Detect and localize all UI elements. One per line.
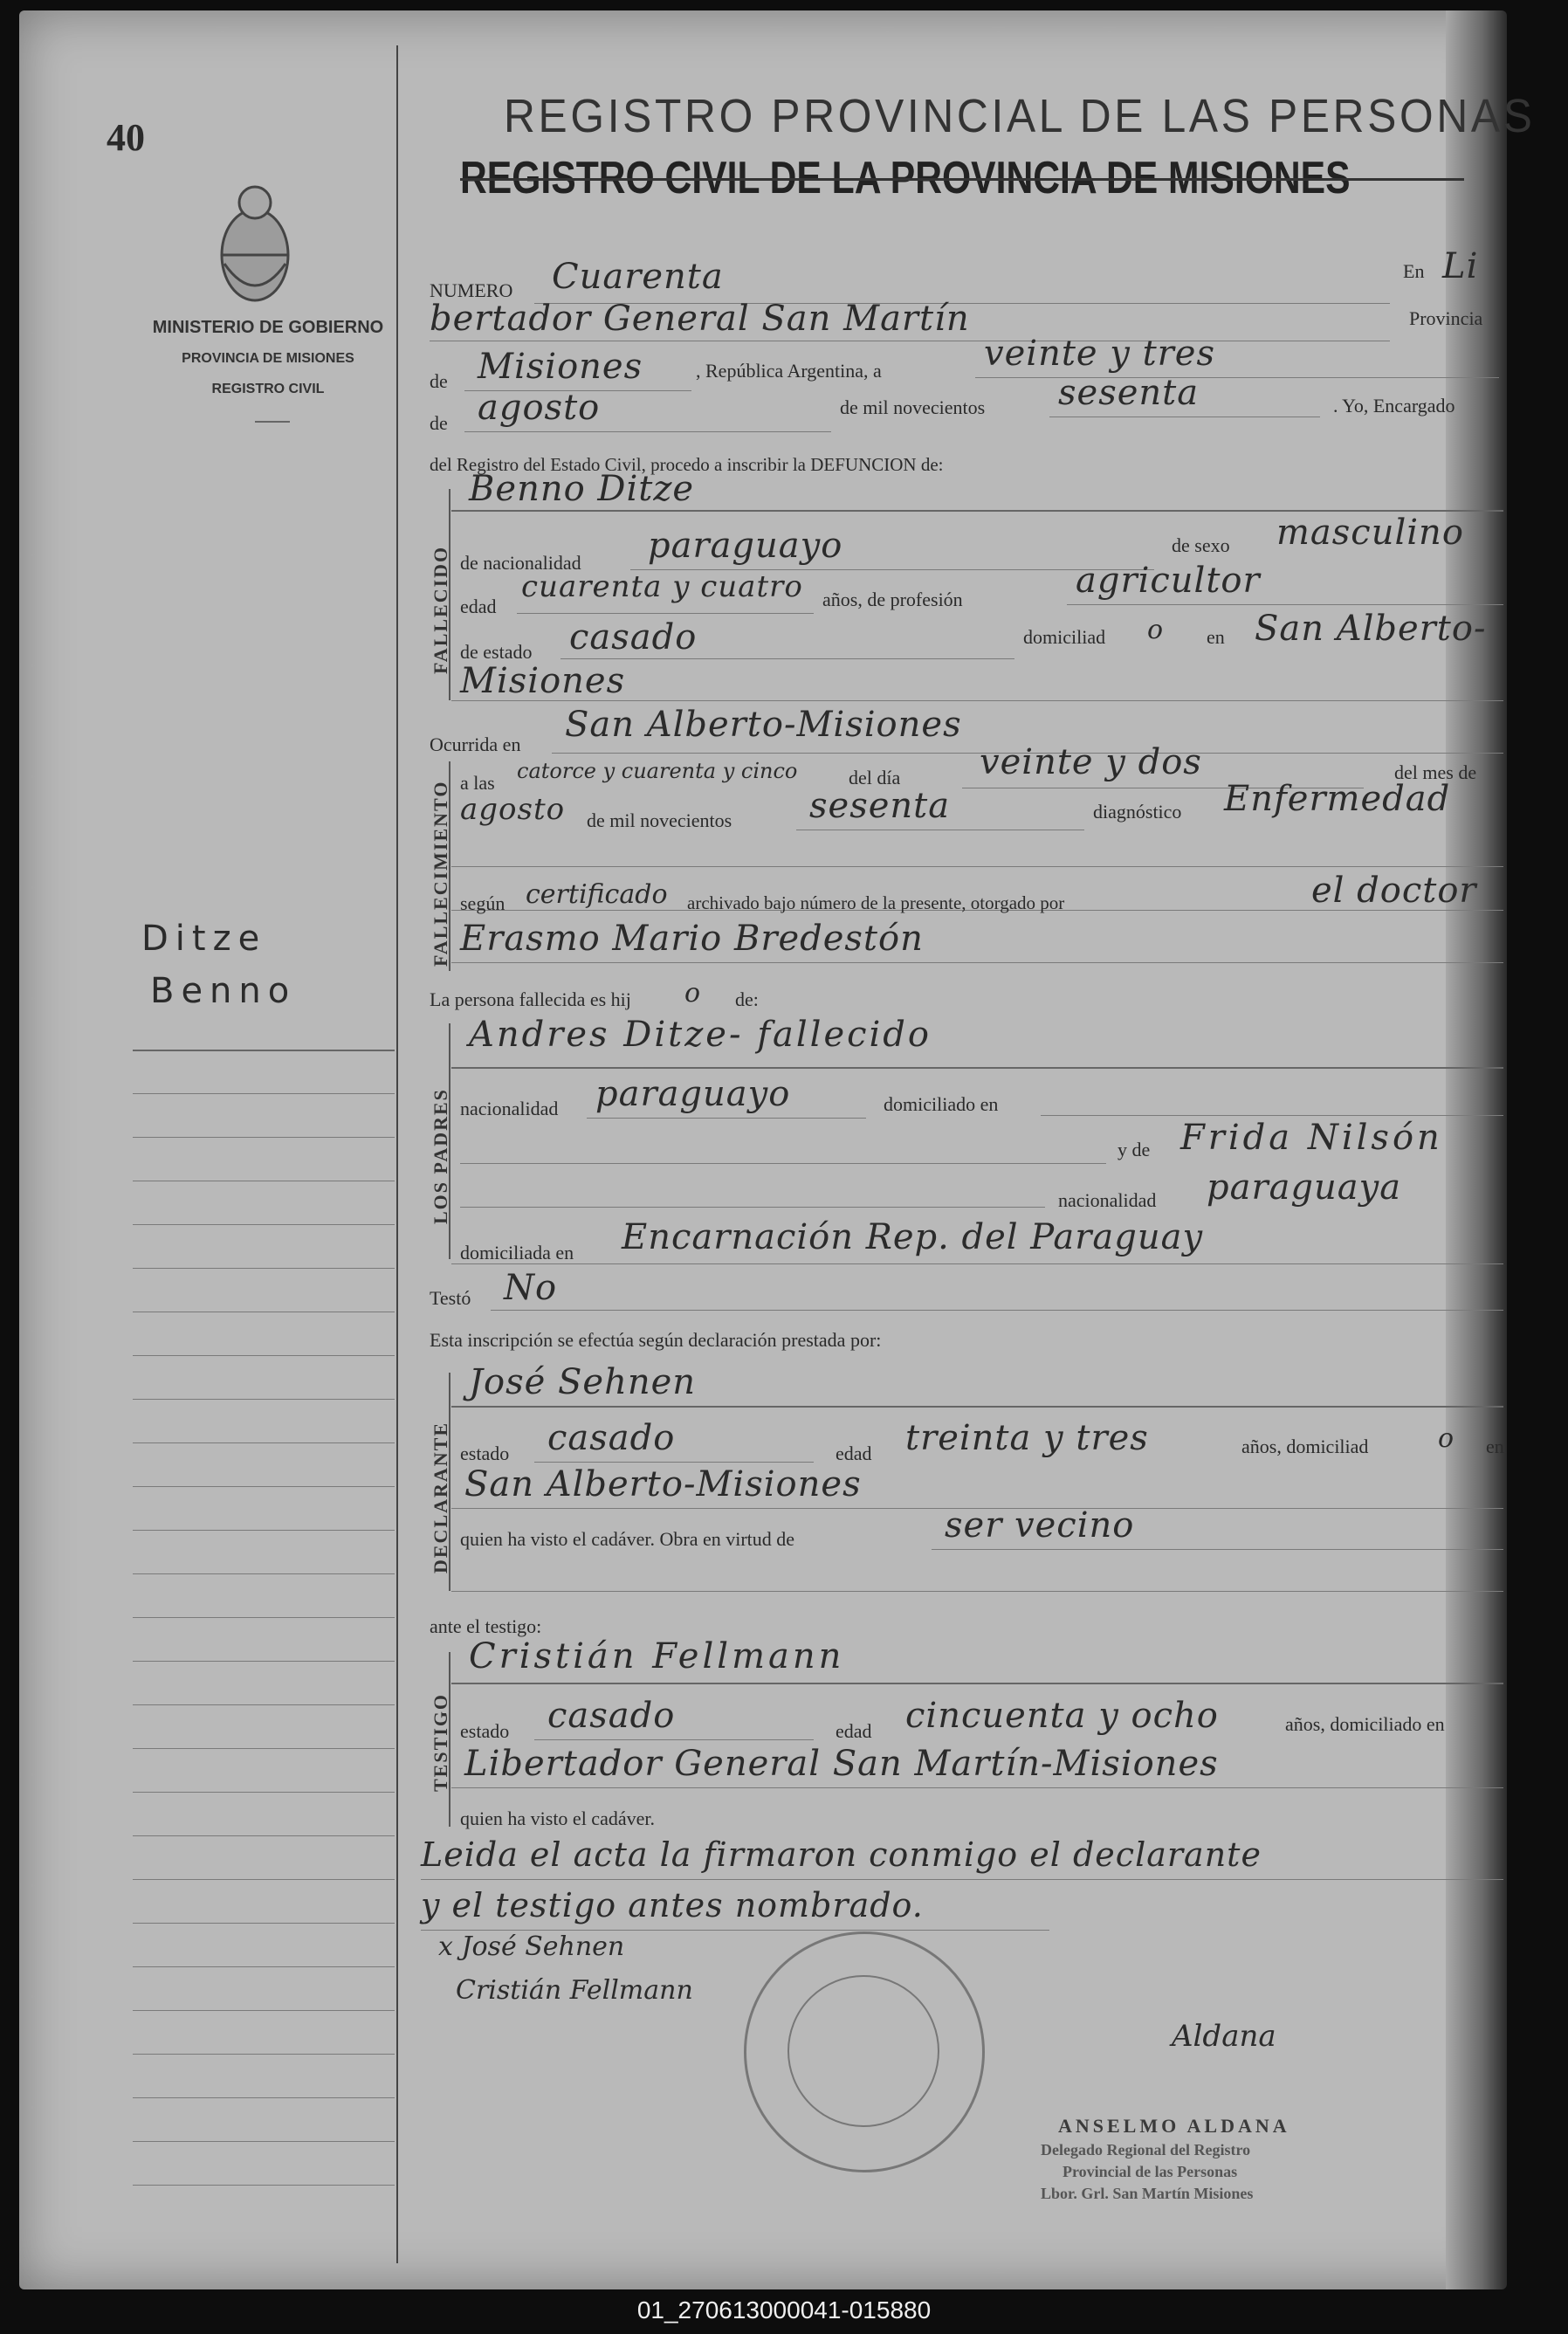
sexo-label: de sexo [1172, 534, 1230, 556]
estado-label: de estado [460, 641, 533, 663]
declaracion-label: Esta inscripción se efectúa según declaración prestada por: [430, 1329, 882, 1351]
madre-domicilio: Encarnación Rep. del Paraguay [622, 1217, 1204, 1257]
edad-value: cuarenta y cuatro [521, 569, 803, 604]
ministry-line3: REGISTRO CIVIL [211, 382, 325, 396]
book-spine [1446, 10, 1507, 2289]
madre-nacionalidad: paraguaya [1207, 1167, 1402, 1208]
yo-label: . Yo, Encargado [1333, 395, 1455, 417]
place-part1: Li [1442, 246, 1479, 286]
padre-domiciliado-label: domiciliado en [884, 1093, 999, 1115]
mil-label: de mil novecientos [840, 396, 986, 418]
diagnostico-label: diagnóstico [1093, 801, 1182, 823]
stamp-line1: Delegado Regional del Registro [1041, 2141, 1251, 2158]
statement-label: del Registro del Estado Civil, procedo a inscribir la DEFUNCION de: [430, 454, 944, 475]
y-de-label: y de [1118, 1139, 1151, 1160]
testigo-estado: casado [547, 1696, 676, 1736]
stamp-line2: Provincial de las Personas [1063, 2163, 1238, 2180]
declarante-domicilio: San Alberto-Misiones [464, 1464, 862, 1504]
margin-surname: Ditze [141, 919, 267, 959]
testo-label: Testó [430, 1287, 471, 1309]
del-dia-label: del día [849, 767, 901, 788]
estado-value: casado [569, 617, 698, 658]
declarante-anos-label: años, domiciliad [1241, 1436, 1369, 1457]
declarante-name: José Sehnen [469, 1362, 697, 1402]
mil2-label: de mil novecientos [587, 809, 732, 831]
mes-value: agosto [460, 792, 566, 827]
ministry-line2: PROVINCIA DE MISIONES [182, 351, 354, 366]
closing-line1: Leida el acta la firmaron conmigo el declarante [421, 1835, 1262, 1874]
otorgado-value1: el doctor [1311, 871, 1477, 911]
ministry-line1: MINISTERIO DE GOBIERNO [152, 318, 384, 337]
en-label: En [1403, 260, 1425, 282]
margin-note-rule [133, 1050, 395, 1051]
domicilio-en-label: en [1207, 626, 1225, 648]
domiciliad-suffix: o [1147, 615, 1164, 645]
anio-value: sesenta [809, 786, 951, 826]
declarante-estado: casado [547, 1418, 676, 1458]
de-label: de [430, 370, 448, 392]
declarante-domiciliad-suffix: o [1438, 1423, 1455, 1454]
testigo-domicilio: Libertador General San Martín-Misiones [464, 1744, 1219, 1784]
padre-value: Andres Ditze- fallecido [469, 1015, 932, 1055]
official-signature: Aldana [1172, 2019, 1276, 2054]
province-value: Misiones [478, 347, 643, 387]
closing-line2: y el testigo antes nombrado. [421, 1886, 924, 1924]
day-value: veinte y tres [984, 334, 1215, 374]
testigo-edad: cincuenta y ocho [905, 1696, 1219, 1736]
padre-nacionalidad-label: nacionalidad [460, 1098, 559, 1119]
ocurrida-label: Ocurrida en [430, 733, 521, 755]
declarante-signature: x José Sehnen [438, 1931, 625, 1962]
de2-label: de [430, 412, 448, 434]
domicilio-value1: San Alberto- [1255, 609, 1487, 649]
dia-value: veinte y dos [980, 742, 1202, 782]
edad-label: edad [460, 596, 497, 617]
a-las-label: a las [460, 772, 495, 794]
nacionalidad-value: paraguayo [648, 526, 843, 566]
testigo-name: Cristián Fellmann [469, 1636, 845, 1676]
republica-label: , República Argentina, a [696, 360, 882, 382]
anos-profesion-label: años, de profesión [822, 589, 963, 610]
title-strikethrough [460, 178, 1464, 181]
numero-label: NUMERO [430, 279, 513, 301]
struck-registry-title: REGISTRO CIVIL DE LA PROVINCIA DE MISIONES [460, 153, 1351, 203]
diagnostico-value: Enfermedad [1224, 779, 1451, 819]
testigo-edad-label: edad [836, 1720, 872, 1742]
madre-value: Frida Nilsón [1180, 1118, 1443, 1158]
hora-value: catorce y cuarenta y cinco [517, 759, 798, 783]
hijo-de-label: de: [735, 988, 759, 1010]
declarante-section-label: DECLARANTE [430, 1421, 451, 1573]
profesion-value: agricultor [1076, 561, 1261, 601]
ocurrida-value: San Alberto-Misiones [565, 705, 962, 745]
certificado-value: certificado [526, 879, 668, 910]
madre-domiciliada-label: domiciliada en [460, 1242, 574, 1263]
fallecimiento-section-label: FALLECIMIENTO [430, 780, 451, 967]
stamp-name: ANSELMO ALDANA [1058, 2115, 1290, 2137]
month-value: agosto [478, 388, 601, 428]
testigo-visto-label: quien ha visto el cadáver. [460, 1807, 655, 1829]
stamp-line3: Lbor. Grl. San Martín Misiones [1041, 2185, 1254, 2202]
margin-name: Benno [150, 971, 297, 1011]
domicilio-value2: Misiones [460, 661, 626, 701]
column-divider [396, 45, 398, 2263]
testigo-section-label: TESTIGO [430, 1692, 451, 1792]
registry-title: REGISTRO PROVINCIAL DE LAS PERSONAS [504, 90, 1536, 142]
padre-nacionalidad: paraguayo [595, 1074, 791, 1114]
del-mes-label: del mes de [1394, 761, 1477, 783]
archivado-label: archivado bajo número de la presente, otorgado por [687, 892, 1065, 913]
madre-nacionalidad-label: nacionalidad [1058, 1189, 1157, 1211]
testo-value: No [504, 1268, 558, 1308]
image-caption: 01_270613000041-015880 [636, 2296, 932, 2324]
testigo-anos-label: años, domiciliado en [1285, 1713, 1445, 1735]
fallecido-section-label: FALLECIDO [430, 545, 451, 674]
declarante-edad-label: edad [836, 1442, 872, 1464]
place-value: bertador General San Martín [430, 299, 970, 339]
official-seal-inner [787, 1975, 939, 2127]
hijo-label: La persona fallecida es hij [430, 988, 631, 1010]
declarante-estado-label: estado [460, 1442, 510, 1464]
ministry-dash [255, 421, 290, 423]
sexo-value: masculino [1276, 513, 1464, 553]
register-page [19, 10, 1536, 2289]
provincia-label: Provincia [1409, 307, 1483, 329]
testigo-estado-label: estado [460, 1720, 510, 1742]
year-value: sesenta [1058, 373, 1200, 413]
declarante-visto-label: quien ha visto el cadáver. Obra en virtud de [460, 1528, 795, 1550]
nacionalidad-label: de nacionalidad [460, 552, 581, 574]
hijo-suffix: o [684, 978, 701, 1009]
otorgado-value2: Erasmo Mario Bredestón [460, 919, 924, 959]
testigo-signature: Cristián Fellmann [456, 1975, 693, 2006]
ante-testigo-label: ante el testigo: [430, 1615, 542, 1637]
segun-label: según [460, 892, 505, 914]
declarante-en-label: en [1486, 1436, 1504, 1457]
declarante-edad: treinta y tres [905, 1418, 1149, 1458]
domiciliad-label: domiciliad [1023, 626, 1106, 648]
numero-value: Cuarenta [552, 257, 724, 297]
page-number: 40 [107, 116, 145, 159]
coat-of-arms-icon [216, 176, 294, 307]
declarante-virtud: ser vecino [945, 1505, 1135, 1546]
padres-section-label: LOS PADRES [430, 1088, 451, 1224]
fallecido-name: Benno Ditze [469, 469, 695, 509]
